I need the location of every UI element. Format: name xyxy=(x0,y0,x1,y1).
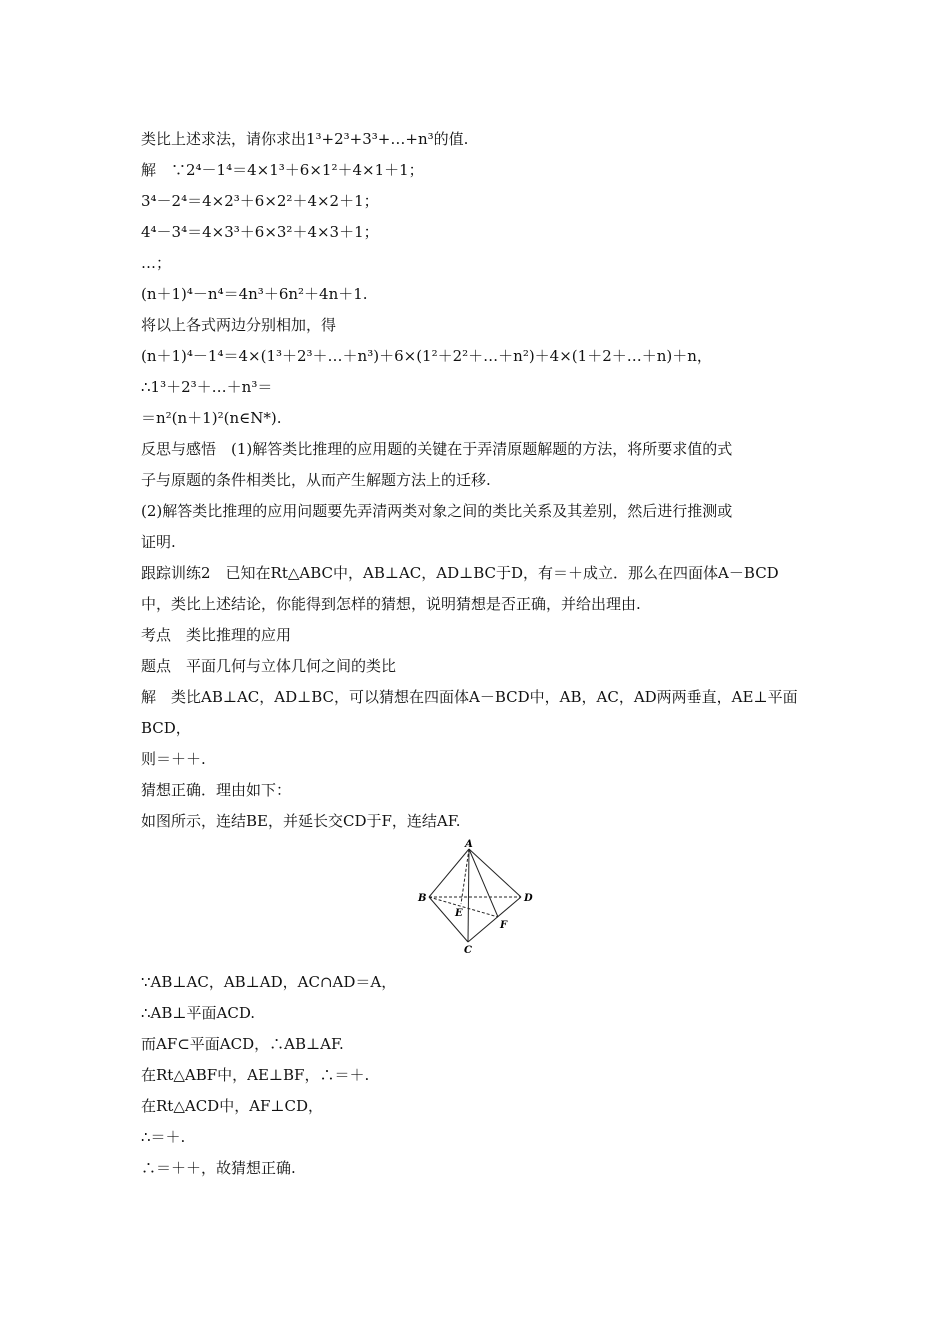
text-line: 将以上各式两边分别相加，得 xyxy=(141,316,337,334)
text-line: 考点 类比推理的应用 xyxy=(141,626,292,644)
label-d: D xyxy=(524,893,533,904)
text-line: (2)解答类比推理的应用问题要先弄清两类对象之间的类比关系及其差别，然后进行推测或 xyxy=(141,502,733,520)
text-line: 反思与感悟 (1)解答类比推理的应用题的关键在于弄清原题解题的方法，将所要求值的式 xyxy=(141,440,733,458)
text-line: 证明. xyxy=(141,533,176,551)
edge-bc xyxy=(429,897,468,942)
edge-ad xyxy=(469,849,521,897)
text-line: …； xyxy=(141,254,172,272)
text-line: 类比上述求法，请你求出1³+2³+3³+…+n³的值. xyxy=(141,130,469,148)
text-line: (n＋1)⁴－1⁴＝4×(1³＋2³＋…＋n³)＋6×(1²＋2²＋…＋n²)＋4×(1＋2＋…＋n)＋n， xyxy=(141,347,712,365)
text-line: ∵AB⊥AC，AB⊥AD，AC∩AD＝A， xyxy=(141,973,397,991)
label-b: B xyxy=(418,893,427,904)
text-line: ∴AB⊥平面ACD. xyxy=(141,1004,256,1022)
edge-cd xyxy=(468,897,521,942)
text-line: 3⁴－2⁴＝4×2³＋6×2²＋4×2＋1； xyxy=(141,192,379,210)
text-line: 解 类比AB⊥AC，AD⊥BC，可以猜想在四面体A－BCD中，AB，AC，AD两两垂直，AE⊥平面 xyxy=(141,688,798,706)
tetrahedron-diagram xyxy=(416,839,541,957)
edge-ac xyxy=(468,849,469,942)
text-line: 题点 平面几何与立体几何之间的类比 xyxy=(141,657,397,675)
text-line: 如图所示，连结BE，并延长交CD于F，连结AF. xyxy=(141,812,461,830)
text-line: 解 ∵2⁴－1⁴＝4×1³＋6×1²＋4×1＋1； xyxy=(141,161,424,179)
text-line: 猜想正确．理由如下： xyxy=(141,781,292,799)
text-line: ∴＝＋. xyxy=(141,1128,186,1146)
text-line: 中，类比上述结论，你能得到怎样的猜想，说明猜想是否正确，并给出理由. xyxy=(141,595,641,613)
label-e: E xyxy=(455,908,463,919)
text-line: ∴＝＋＋，故猜想正确. xyxy=(141,1159,296,1177)
tetrahedron-figure xyxy=(141,839,816,959)
label-a: A xyxy=(465,839,473,850)
text-line: 在Rt△ACD中，AF⊥CD， xyxy=(141,1097,324,1115)
text-line: ＝n²(n＋1)²(n∈N*). xyxy=(141,409,282,427)
document-body xyxy=(141,124,816,1184)
label-f: F xyxy=(500,920,508,931)
text-line: 在Rt△ABF中，AE⊥BF，∴＝＋. xyxy=(141,1066,370,1084)
text-line: 则＝＋＋. xyxy=(141,750,206,768)
edge-bf xyxy=(429,897,498,917)
text-line: 4⁴－3⁴＝4×3³＋6×3²＋4×3＋1； xyxy=(141,223,379,241)
edge-af xyxy=(469,849,498,917)
text-line: 跟踪训练2 已知在Rt△ABC中，AB⊥AC，AD⊥BC于D，有＝＋成立．那么在四面体A－BCD xyxy=(141,564,779,582)
text-line: 子与原题的条件相类比，从而产生解题方法上的迁移. xyxy=(141,471,491,489)
label-c: C xyxy=(464,945,472,956)
text-line: 而AF⊂平面ACD，∴AB⊥AF. xyxy=(141,1035,344,1053)
text-line: ∴1³＋2³＋…＋n³＝ xyxy=(141,378,273,396)
text-line: (n＋1)⁴－n⁴＝4n³＋6n²＋4n＋1. xyxy=(141,285,368,303)
text-line: BCD， xyxy=(141,719,191,737)
